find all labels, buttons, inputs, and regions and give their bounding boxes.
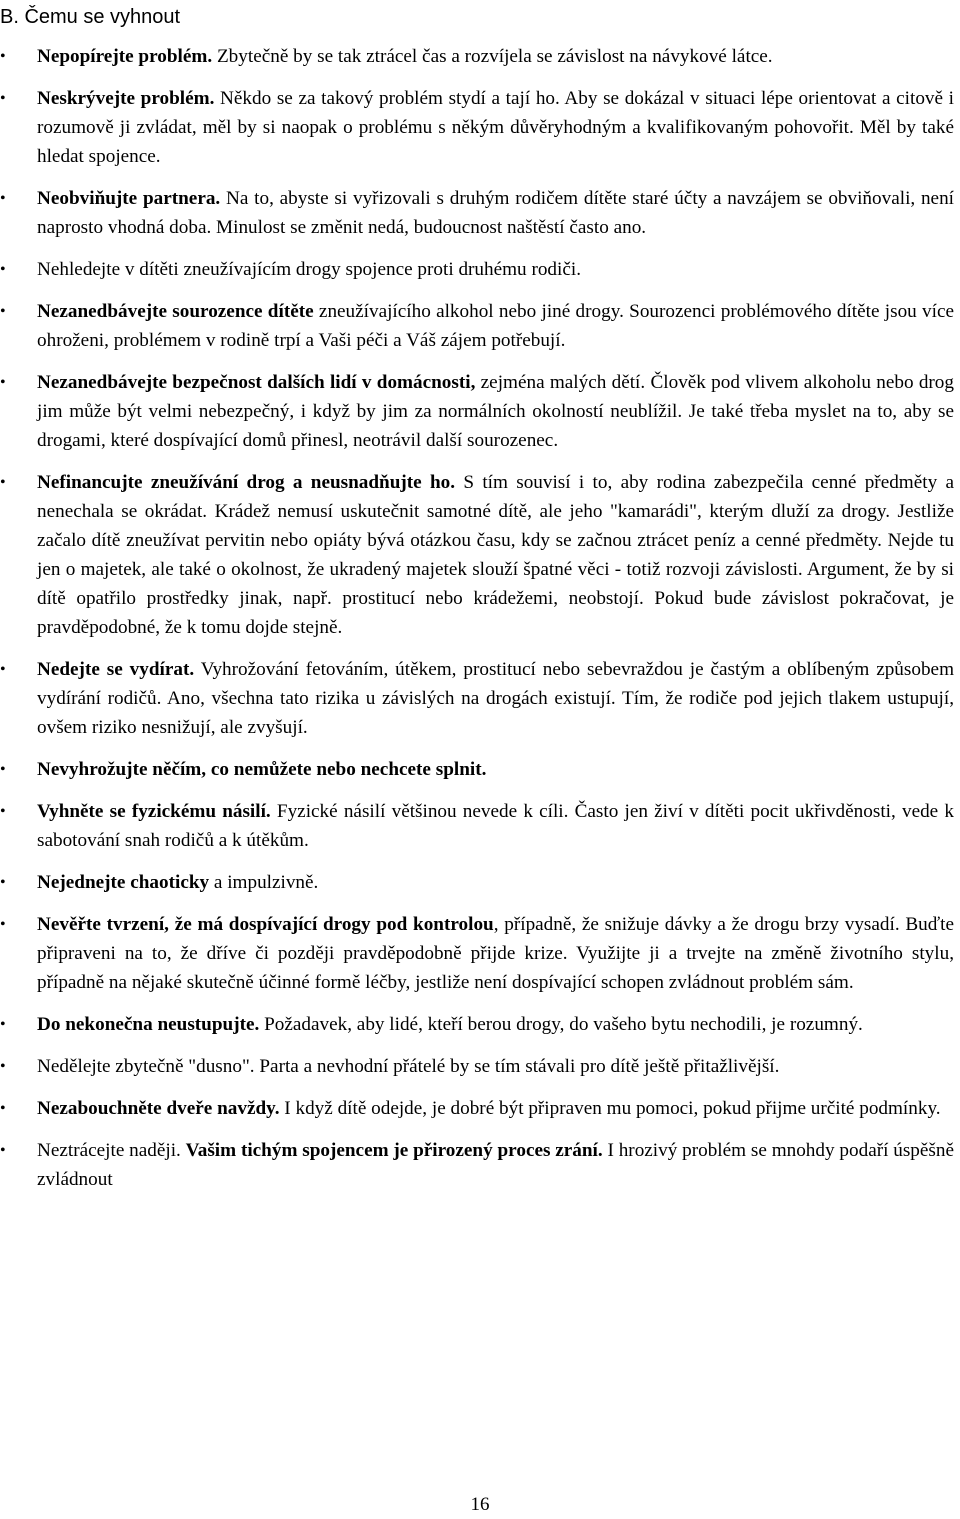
bullet-icon: • bbox=[0, 916, 6, 933]
bullet-icon: • bbox=[0, 1016, 6, 1033]
item-lead-text: Neztrácejte naději. bbox=[37, 1140, 186, 1161]
item-text: Nehledejte v dítěti zneužívajícím drogy spojence proti druhému rodiči. bbox=[37, 259, 582, 280]
list-item bbox=[0, 755, 960, 784]
item-text: I hrozivý problém se mnohdy podaří úspěšně zvládnout bbox=[37, 1140, 954, 1190]
list-item bbox=[0, 368, 960, 455]
item-bold-text: Nezabouchněte dveře navždy. bbox=[37, 1098, 280, 1119]
item-bold-text: Nejednejte chaoticky bbox=[37, 872, 210, 893]
bullet-icon: • bbox=[0, 1142, 6, 1159]
list-item bbox=[0, 1010, 960, 1039]
bullet-icon: • bbox=[0, 90, 6, 107]
item-bold-text: Vyhněte se fyzickému násilí. bbox=[37, 801, 271, 822]
item-bold-text: Nezanedbávejte bezpečnost dalších lidí v domácnosti, bbox=[37, 372, 476, 393]
list-item bbox=[0, 655, 960, 742]
item-text: Fyzické násilí většinou nevede k cíli. Často jen živí v dítěti pocit ukřivděnosti, vede k sabotování snah rodičů a k útěkům. bbox=[37, 801, 954, 851]
item-text: Někdo se za takový problém stydí a tají ho. Aby se dokázal v situaci lépe orientovat a citově i rozumově ji zvládat, měl by si naopak o problému s někým důvěryhodným a kvalifikovaným pohovořit. Měl by také hledat spojence. bbox=[37, 88, 954, 167]
item-bold-text: Nefinancujte zneužívání drog a neusnadňujte ho. bbox=[37, 472, 456, 493]
item-bold-text: Nedejte se vydírat. bbox=[37, 659, 195, 680]
bullet-icon: • bbox=[0, 474, 6, 491]
list-item bbox=[0, 255, 960, 284]
list-item bbox=[0, 184, 960, 242]
list-item bbox=[0, 42, 960, 71]
item-text: zejména malých dětí. Člověk pod vlivem alkoholu nebo drog jim může být velmi nebezpečný, i když by jim za normálních okolností neublížil. Je také třeba myslet na to, aby se drogami, které dospívající domů přinesl, neotrávil další sourozenec. bbox=[37, 372, 954, 451]
item-bold-text: Nepopírejte problém. bbox=[37, 46, 213, 67]
bullet-icon: • bbox=[0, 1058, 6, 1075]
item-text: Vyhrožování fetováním, útěkem, prostitucí nebo sebevraždou je častým a oblíbeným způsobem vydírání rodičů. Ano, všechna tato rizika u závislých na drogách existují. Tím, že rodiče pod jejich tlakem ustupují, ovšem riziko nesnižují, ale zvyšují. bbox=[37, 659, 954, 738]
section-heading: B. Čemu se vyhnout bbox=[0, 6, 181, 28]
list-item bbox=[0, 797, 960, 855]
item-text: Zbytečně by se tak ztrácel čas a rozvíjela se závislost na návykové látce. bbox=[212, 46, 773, 67]
item-text: a impulzivně. bbox=[209, 872, 319, 893]
bullet-icon: • bbox=[0, 190, 6, 207]
item-bold-text: Neobviňujte partnera. bbox=[37, 188, 221, 209]
list-item bbox=[0, 1052, 960, 1081]
bullet-icon: • bbox=[0, 803, 6, 820]
list-item bbox=[0, 910, 960, 997]
list-item bbox=[0, 868, 960, 897]
item-bold-text: Nevyhrožujte něčím, co nemůžete nebo nechcete splnit. bbox=[37, 759, 487, 780]
bullet-icon: • bbox=[0, 874, 6, 891]
item-text: , případně, že snižuje dávky a že drogu brzy vysadí. Buďte připraveni na to, že dříve či později pravděpodobně přijde krize. Využijte ji a trvejte na změně životního stylu, případně na nějaké skutečně účinné formě léčby, jestliže není dospívající schopen zvládnout problém sám. bbox=[37, 914, 954, 993]
list-item bbox=[0, 468, 960, 642]
list-item bbox=[0, 84, 960, 171]
item-bold-text: Vašim tichým spojencem je přirozený proces zrání. bbox=[185, 1140, 603, 1161]
item-bold-text: Do nekonečna neustupujte. bbox=[37, 1014, 260, 1035]
item-text: I když dítě odejde, je dobré být připraven mu pomoci, pokud přijme určité podmínky. bbox=[279, 1098, 941, 1119]
item-text: Nedělejte zbytečně "dusno". Parta a nevhodní přátelé by se tím stávali pro dítě ještě přitažlivější. bbox=[37, 1056, 780, 1077]
item-bold-text: Nezanedbávejte sourozence dítěte bbox=[37, 301, 314, 322]
item-bold-text: Nevěřte tvrzení, že má dospívající drogy pod kontrolou bbox=[37, 914, 494, 935]
item-text: Požadavek, aby lidé, kteří berou drogy, do vašeho bytu nechodili, je rozumný. bbox=[259, 1014, 863, 1035]
list-item bbox=[0, 1094, 960, 1123]
list-item bbox=[0, 1136, 960, 1194]
page-number: 16 bbox=[470, 1494, 490, 1515]
bullet-icon: • bbox=[0, 261, 6, 278]
bullet-icon: • bbox=[0, 48, 6, 65]
bullet-icon: • bbox=[0, 661, 6, 678]
item-text: zneužívajícího alkohol nebo jiné drogy. Sourozenci problémového dítěte jsou více ohroženi, problémem v rodině trpí a Vaši péči a Váš zájem potřebují. bbox=[37, 301, 955, 351]
bullet-icon: • bbox=[0, 303, 6, 320]
advice-list bbox=[0, 42, 960, 1207]
item-bold-text: Neskrývejte problém. bbox=[37, 88, 215, 109]
list-item bbox=[0, 297, 960, 355]
item-text: S tím souvisí i to, aby rodina zabezpečila cenné předměty a nenechala se okrádat. Krádež nemusí uskutečnit samotné dítě, ale jeho "kamarádi", kterým dluží za drogy. Jestliže začalo dítě zneužívat pervitin nebo opiáty bývá otázkou času, kdy se začnou ztrácet peníz a cenné předměty. Nejde tu jen o majetek, ale také o okolnost, že ukradený majetek slouží špatné věci - totiž rozvoji závislosti. Argument, že by si dítě opatřilo prostředky jinak, např. prostitucí nebo krádežemi, neobstojí. Pokud bude závislost pokračovat, je pravděpodobné, že k tomu dojde stejně. bbox=[37, 472, 954, 638]
bullet-icon: • bbox=[0, 374, 6, 391]
bullet-icon: • bbox=[0, 1100, 6, 1117]
item-text: Na to, abyste si vyřizovali s druhým rodičem dítěte staré účty a navzájem se obviňovali, není naprosto vhodná doba. Minulost se změnit nedá, budoucnost naštěstí často ano. bbox=[37, 188, 954, 238]
bullet-icon: • bbox=[0, 761, 6, 778]
